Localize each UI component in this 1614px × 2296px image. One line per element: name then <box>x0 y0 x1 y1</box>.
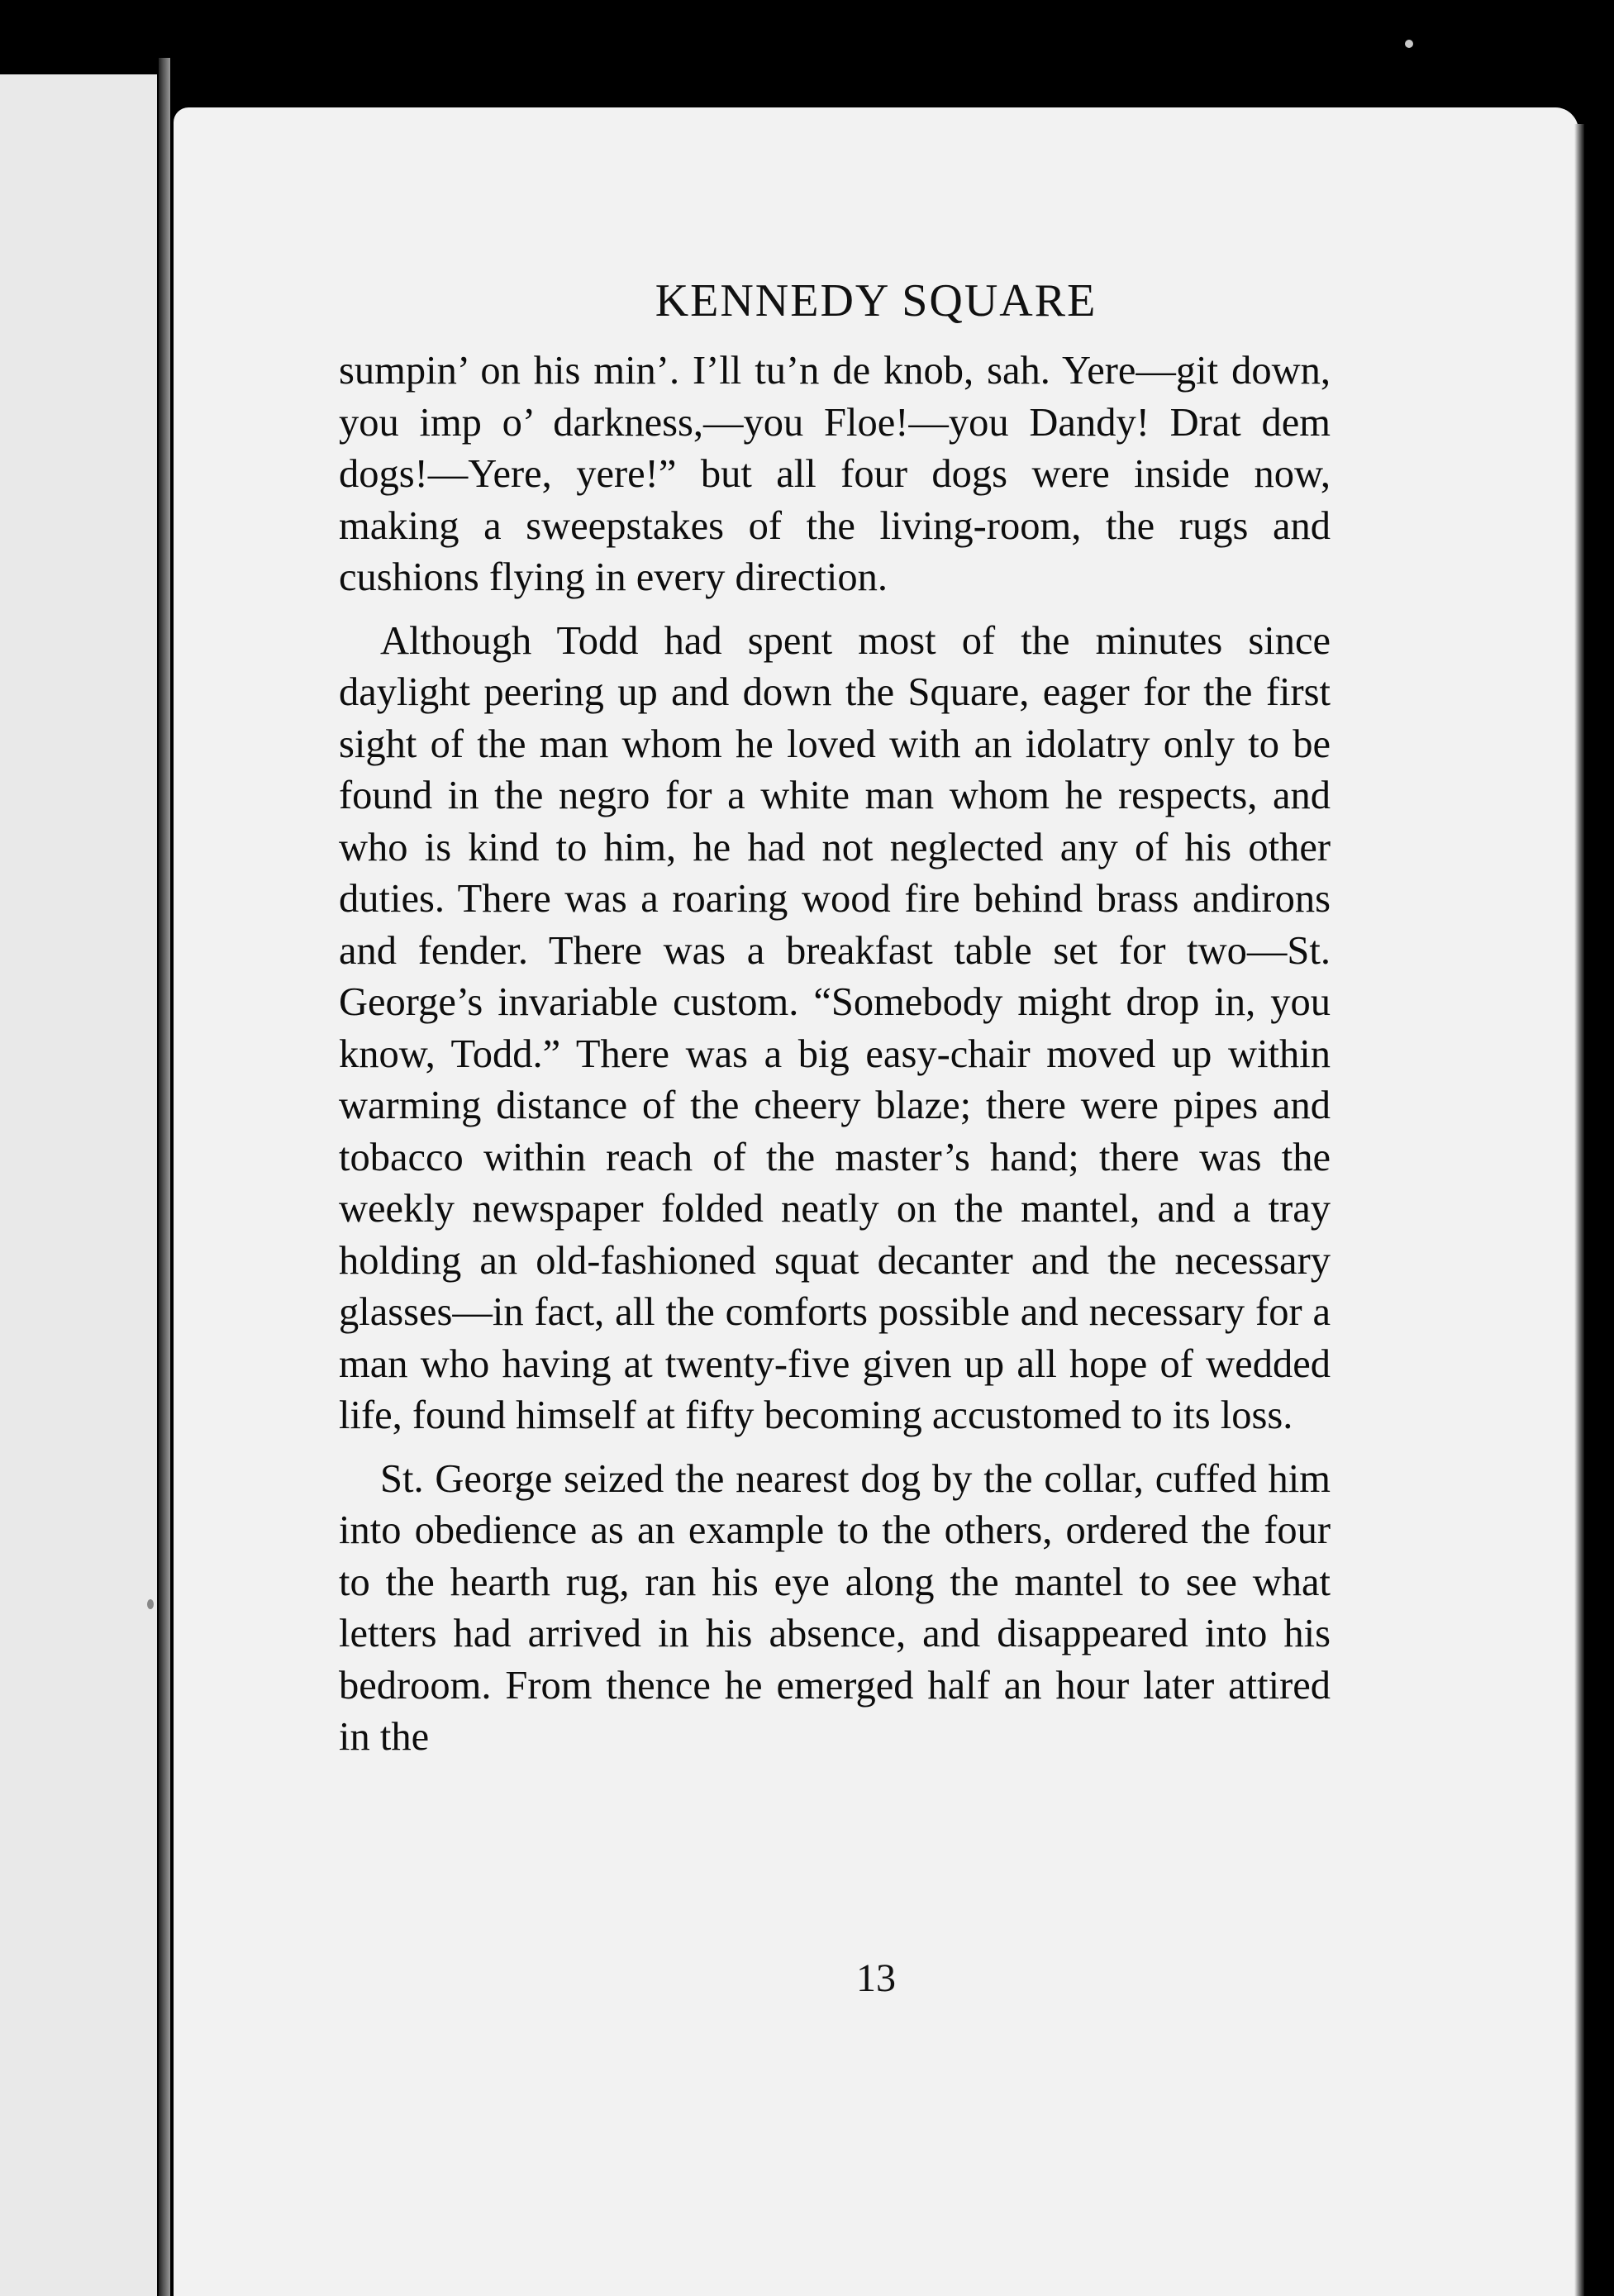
running-head: KENNEDY SQUARE <box>655 275 1097 326</box>
scan-speck <box>147 1599 154 1609</box>
page-number: 13 <box>856 1956 896 2000</box>
page-body-text <box>339 345 1331 1775</box>
paragraph-continued: sumpin’ on his min’. I’ll tu’n de knob, sah. Yere—git down, you imp o’ darkness,—you Floe!—you Dandy! Drat dem dogs!—Yere, yere!” but all four dogs were inside now, making a sweepstakes of the living-room, the rugs and cushions flying in every direction. <box>339 349 1331 599</box>
paragraph: Although Todd had spent most of the minutes since daylight peering up and down the Square, eager for the first sight of the man whom he loved with an idolatry only to be found in the negro for a white man whom he respects, and who is kind to him, he had not neglected any of his other duties. There was a roaring wood fire behind brass andirons and fender. There was a breakfast table set for two—St. George’s invariable custom. “Somebody might drop in, you know, Todd.” There was a big easy-chair moved up within warming distance of the cheery blaze; there were pipes and tobacco within reach of the master’s hand; there was the weekly newspaper folded neatly on the mantel, and a tray holding an old-fashioned squat decanter and the necessary glasses—in fact, all the comforts possible and necessary for a man who having at twenty-five given up all hope of wedded life, found himself at fifty becoming accustomed to its loss. <box>339 618 1331 1437</box>
facing-page-margin <box>0 74 157 2296</box>
scan-speck <box>1405 40 1413 48</box>
book-gutter <box>159 58 170 2296</box>
paragraph: St. George seized the nearest dog by the collar, cuffed him into obedience as an example to the others, ordered the four to the hearth rug, ran his eye along the mantel to see what letters had arrived in his absence, and disappeared into his bedroom. From thence he emerged half an hour later attired in the <box>339 1456 1331 1759</box>
